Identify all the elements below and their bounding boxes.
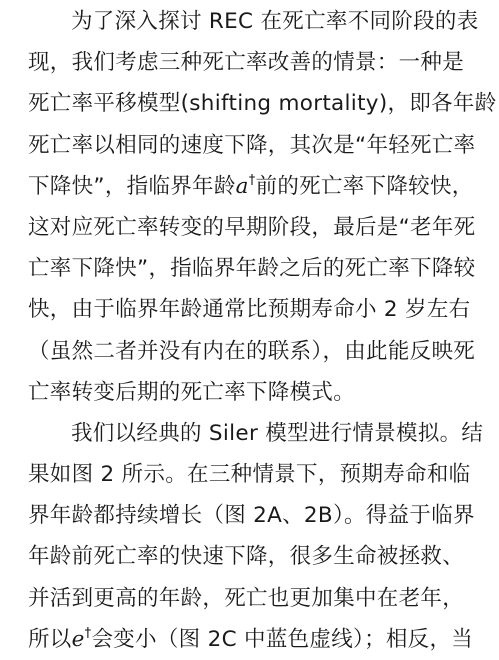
math-symbol-e: e bbox=[71, 626, 85, 652]
text-line bbox=[28, 372, 481, 413]
text-span: 并活到更高的年龄，死亡也更加集中在老年， bbox=[28, 585, 465, 611]
dagger-superscript: † bbox=[248, 172, 256, 188]
dagger-superscript: † bbox=[84, 625, 92, 641]
text-span: 下降快”，指临界年龄 bbox=[28, 173, 236, 199]
math-symbol-a: a bbox=[235, 173, 249, 199]
text-line bbox=[28, 413, 484, 454]
text-line bbox=[28, 166, 481, 207]
text-line bbox=[28, 248, 481, 289]
text-line bbox=[28, 42, 481, 83]
text-line bbox=[28, 495, 481, 536]
paragraph-simulation bbox=[28, 413, 484, 660]
text-span: 死亡率以相同的速度下降，其次是“年轻死亡率 bbox=[28, 132, 476, 158]
text-line bbox=[28, 619, 481, 660]
text-line bbox=[28, 207, 481, 248]
text-line bbox=[28, 83, 497, 124]
text-span: 现，我们考虑三种死亡率改善的情景：一种是 bbox=[28, 50, 465, 76]
text-span: 所以 bbox=[28, 626, 72, 652]
text-span: 年龄前死亡率的快速下降，很多生命被拯救、 bbox=[28, 544, 465, 570]
text-line bbox=[28, 536, 481, 577]
text-span: 前的死亡率下降较快， bbox=[255, 173, 474, 199]
text-line bbox=[28, 289, 481, 330]
text-span: 亡率下降快”，指临界年龄之后的死亡率下降较 bbox=[28, 256, 476, 282]
text-span: 这对应死亡率转变的早期阶段，最后是“老年死 bbox=[28, 214, 476, 240]
text-span: （虽然二者并没有内在的联系），由此能反映死 bbox=[28, 338, 476, 364]
text-span: 我们以经典的 Siler 模型进行情景模拟。结 bbox=[71, 420, 484, 446]
text-span: 快，由于临界年龄通常比预期寿命小 2 岁左右 bbox=[28, 297, 471, 323]
text-span: 死亡率平移模型(shifting mortality)，即各年龄 bbox=[28, 91, 497, 117]
text-line bbox=[28, 454, 481, 495]
text-span: 界年龄都持续增长（图 2A、2B）。得益于临界 bbox=[28, 503, 475, 529]
text-span: 亡率转变后期的死亡率下降模式。 bbox=[28, 379, 356, 405]
paragraph-scenarios bbox=[28, 1, 497, 413]
text-line bbox=[28, 331, 481, 372]
text-line bbox=[28, 125, 481, 166]
text-span: 为了深入探讨 REC 在死亡率不同阶段的表 bbox=[71, 9, 479, 34]
text-span: 果如图 2 所示。在三种情景下，预期寿命和临 bbox=[28, 462, 471, 488]
text-line bbox=[28, 578, 481, 619]
text-span: 会变小（图 2C 中蓝色虚线）；相反，当 bbox=[91, 626, 474, 652]
text-line bbox=[28, 1, 481, 42]
